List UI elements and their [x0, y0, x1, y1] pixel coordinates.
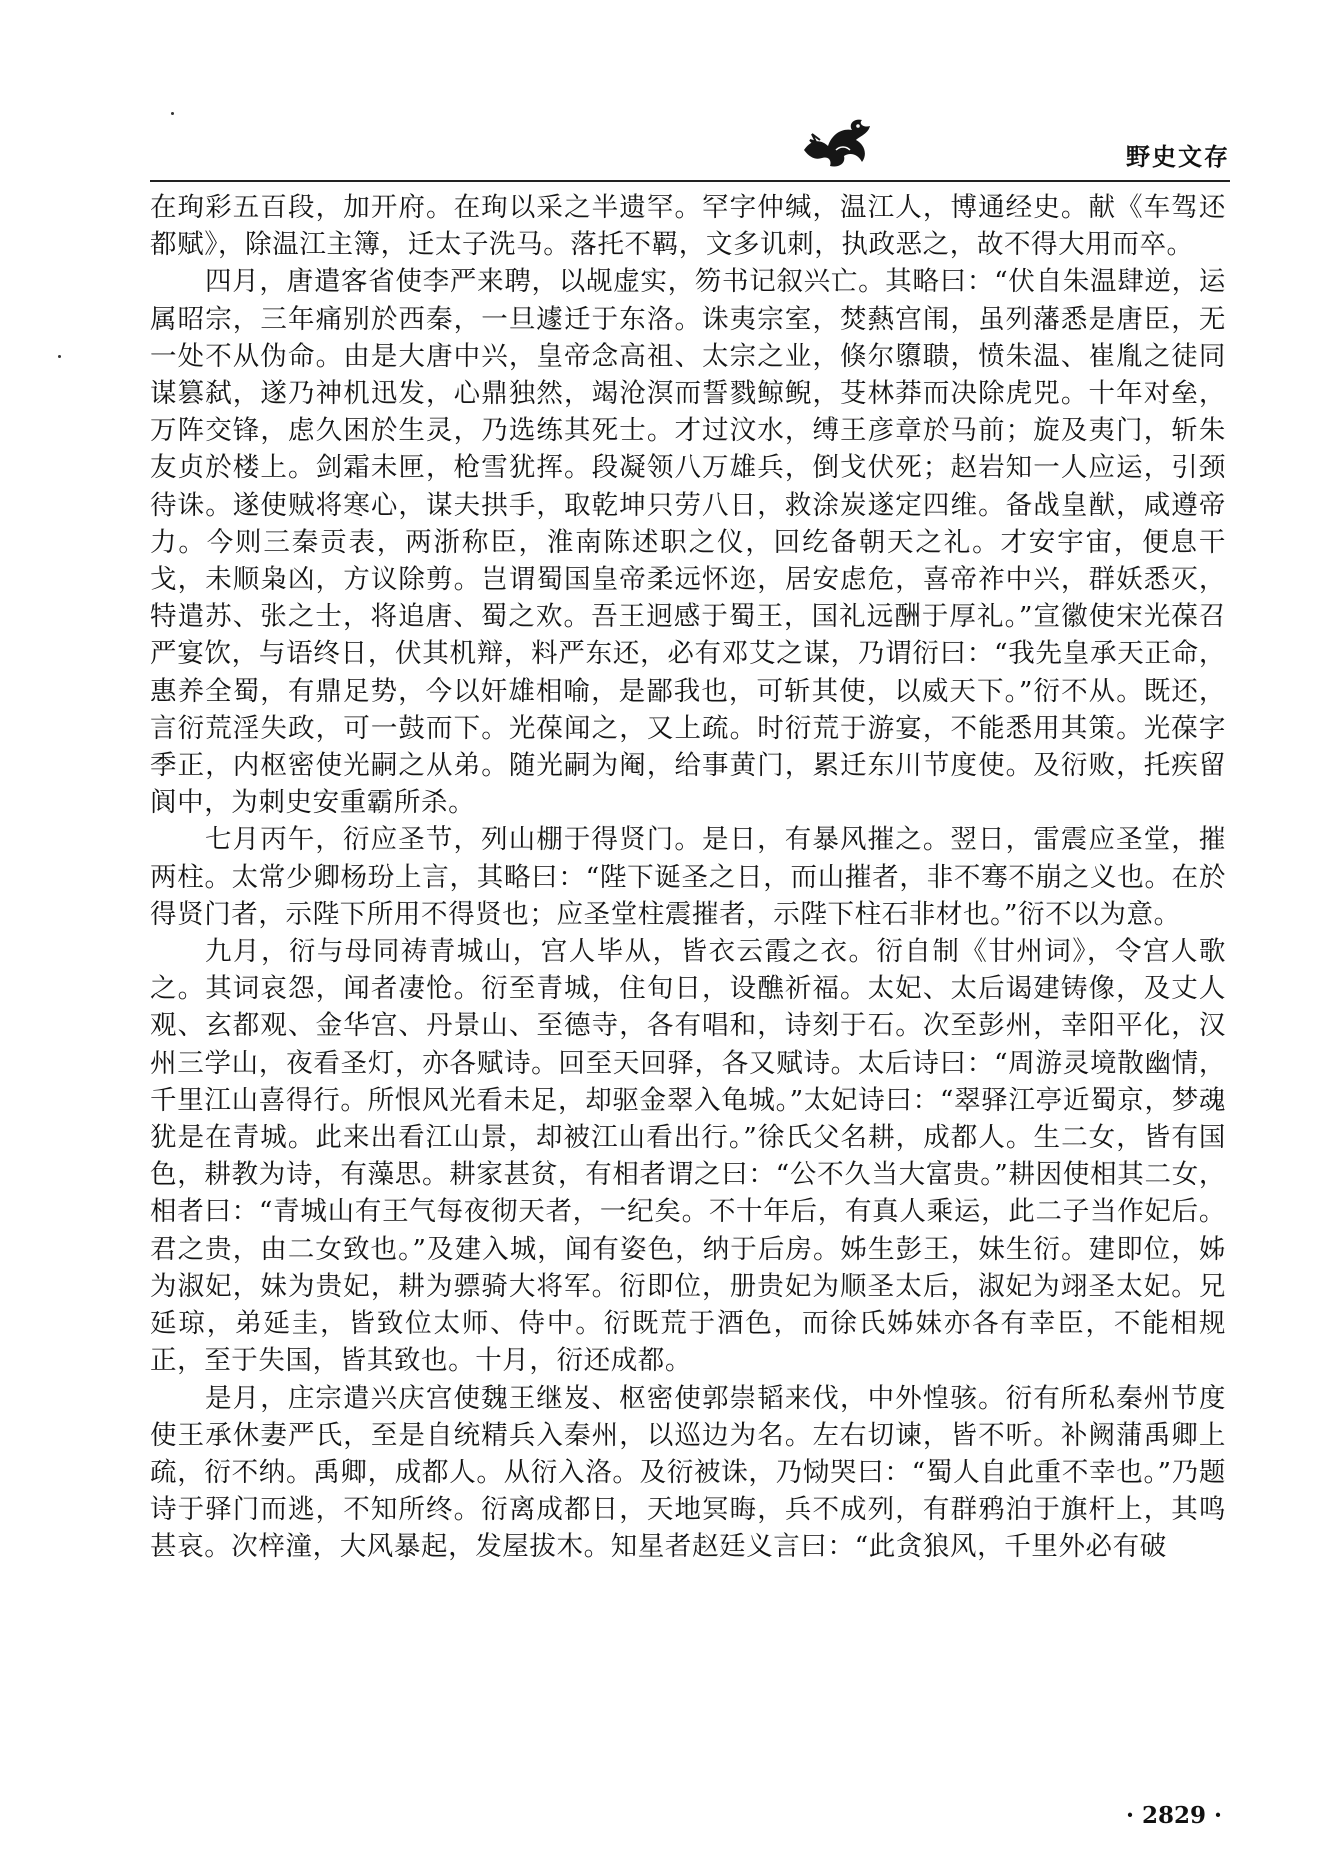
paragraph: 在珣彩五百段，加开府。在珣以采之半遗罕。罕字仲缄，温江人，博通经史。献《车驾还都赋》，除温江主簿，迁太子洗马。落托不羁，文多讥刺，执政恶之，故不得大用而卒。	[150, 192, 1226, 261]
header-rule	[150, 180, 1230, 182]
paragraph: 七月丙午，衍应圣节，列山棚于得贤门。是日，有暴风摧之。翌日，雷震应圣堂，摧两柱。太常少卿杨玢上言，其略曰：“陛下诞圣之日，而山摧者，非不骞不崩之义也。在於得贤门者，示陛下所用不得贤也；应圣堂柱震摧者，示陛下柱石非材也。”衍不以为意。	[150, 824, 1226, 930]
paragraph: 是月，庄宗遣兴庆宫使魏王继岌、枢密使郭崇韬来伐，中外惶骇。衍有所私秦州节度使王承休妻严氏，至是自统精兵入秦州，以巡边为名。左右切谏，皆不听。补阙蒲禹卿上疏，衍不纳。禹卿，成都人。从衍入洛。及衍被诛，乃恸哭曰：“蜀人自此重不幸也。”乃题诗于驿门而逃，不知所终。衍离成都日，天地冥晦，兵不成列，有群鸦泊于旗杆上，其鸣甚哀。次梓潼，大风暴起，发屋拔木。知星者赵廷义言曰：“此贪狼风，千里外必有破	[150, 1382, 1226, 1563]
dragon-emblem-icon	[798, 110, 876, 172]
header-title: 野史文存	[1126, 143, 1230, 171]
body-text	[150, 189, 1226, 1566]
scan-speck	[58, 355, 61, 358]
page-header	[0, 0, 1322, 190]
paragraph: 九月，衍与母同祷青城山，宫人毕从，皆衣云霞之衣。衍自制《甘州词》，令宫人歌之。其词哀怨，闻者凄怆。衍至青城，住旬日，设醮祈福。太妃、太后谒建铸像，及丈人观、玄都观、金华宫、丹景山、至德寺，各有唱和，诗刻于石。次至彭州，幸阳平化，汉州三学山，夜看圣灯，亦各赋诗。回至天回驿，各又赋诗。太后诗曰：“周游灵境散幽情，千里江山喜得行。所恨风光看未足，却驱金翠入龟城。”太妃诗曰：“翠驿江亭近蜀京，梦魂犹是在青城。此来出看江山景，却被江山看出行。”徐氏父名耕，成都人。生二女，皆有国色，耕教为诗，有藻思。耕家甚贫，有相者谓之曰：“公不久当大富贵。”耕因使相其二女，相者曰：“青城山有王气每夜彻天者，一纪矣。不十年后，有真人乘运，此二子当作妃后。君之贵，由二女致也。”及建入城，闻有姿色，纳于后房。姊生彭王，妹生衍。建即位，姊为淑妃，妹为贵妃，耕为骠骑大将军。衍即位，册贵妃为顺圣太后，淑妃为翊圣太妃。兄延琼，弟延圭，皆致位太师、侍中。衍既荒于酒色，而徐氏姊妹亦各有幸臣，不能相规正，至于失国，皆其致也。十月，衍还成都。	[150, 936, 1226, 1377]
paragraph: 四月，唐遣客省使李严来聘，以觇虚实，笏书记叙兴亡。其略曰：“伏自朱温肆逆，运属昭宗，三年痛别於西秦，一旦遽迁于东洛。诛夷宗室，焚爇宫闱，虽列藩悉是唐臣，无一处不从伪命。由是大唐中兴，皇帝念高祖、太宗之业，倏尔隳聩，愤朱温、崔胤之徒同谋篡弑，遂乃神机迅发，心鼎独然，竭沧溟而誓戮鲸鲵，芟林莽而决除虎兕。十年对垒，万阵交锋，虑久困於生灵，乃选练其死士。才过汶水，缚王彦章於马前；旋及夷门，斩朱友贞於楼上。剑霜未匣，枪雪犹挥。段凝领八万雄兵，倒戈伏死；赵岩知一人应运，引颈待诛。遂使贼将寒心，谋夫拱手，取乾坤只劳八日，救涂炭遂定四维。备战皇猷，咸遵帝力。今则三秦贡表，两浙称臣，淮南陈述职之仪，回纥备朝天之礼。才安宇宙，便息干戈，未顺枭凶，方议除剪。岂谓蜀国皇帝柔远怀迩，居安虑危，喜帝祚中兴，群妖悉灭，特遣苏、张之士，将追唐、蜀之欢。吾王迥感于蜀王，国礼远酬于厚礼。”宣徽使宋光葆召严宴饮，与语终日，伏其机辩，料严东还，必有邓艾之谋，乃谓衍曰：“我先皇承天正命，惠养全蜀，有鼎足势，今以奸雄相喻，是鄙我也，可斩其使，以威天下。”衍不从。既还，言衍荒淫失政，可一鼓而下。光葆闻之，又上疏。时衍荒于游宴，不能悉用其策。光葆字季正，内枢密使光嗣之从弟。随光嗣为阉，给事黄门，累迁东川节度使。及衍败，托疾留阆中，为刺史安重霸所杀。	[150, 266, 1226, 819]
page-number: · 2829 ·	[1125, 1802, 1222, 1829]
scan-speck	[171, 112, 174, 115]
